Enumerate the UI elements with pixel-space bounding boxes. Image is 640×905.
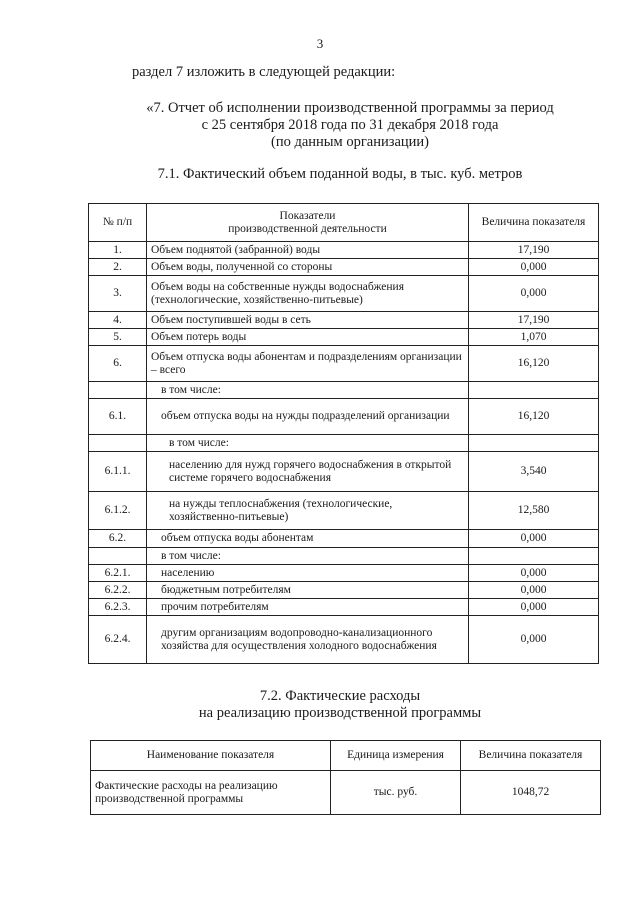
row-label: Объем потерь воды [147, 329, 469, 346]
row-num: 6.1.2. [89, 492, 147, 530]
table-row [89, 259, 599, 276]
header-num: № п/п [89, 204, 147, 242]
expenses-table [90, 740, 601, 815]
report-title [100, 100, 600, 151]
table-row [89, 399, 599, 435]
table-row [89, 329, 599, 346]
row-value: 16,120 [469, 346, 599, 382]
table-row [91, 771, 601, 815]
table-row [89, 616, 599, 664]
report-title-line-2: с 25 сентября 2018 года по 31 декабря 2018 года [201, 117, 499, 133]
row-num: 5. [89, 329, 147, 346]
table-row [89, 312, 599, 329]
report-title-line-1: «7. Отчет об исполнении производственной программы за период [146, 100, 554, 116]
table-row [89, 276, 599, 312]
table-row [89, 492, 599, 530]
table-row-subheading [89, 382, 599, 399]
row-num: 6.1. [89, 399, 147, 435]
table-row [89, 599, 599, 616]
section-2-heading-line-1: 7.2. Фактические расходы [259, 688, 421, 704]
row-num [89, 435, 147, 452]
row-label: прочим потребителям [147, 599, 469, 616]
row-value: 0,000 [469, 530, 599, 548]
header-unit: Единица измерения [331, 741, 461, 771]
row-value: 16,120 [469, 399, 599, 435]
row-value [469, 548, 599, 565]
row-label: бюджетным потребителям [147, 582, 469, 599]
table-row [89, 346, 599, 382]
row-value: 0,000 [469, 276, 599, 312]
report-title-line-3: (по данным организации) [270, 134, 429, 150]
header-value: Величина показателя [461, 741, 601, 771]
row-name: Фактические расходы на реализацию производственной программы [91, 771, 331, 815]
section-2-heading-line-2: на реализацию производственной программы [198, 705, 482, 721]
row-num: 2. [89, 259, 147, 276]
row-label: в том числе: [147, 382, 469, 399]
row-num [89, 382, 147, 399]
table-row-subheading [89, 435, 599, 452]
row-label: Объем поднятой (забранной) воды [147, 242, 469, 259]
table-row [89, 582, 599, 599]
table-row [89, 452, 599, 492]
header-value: Величина показателя [469, 204, 599, 242]
table-header-row [89, 204, 599, 242]
row-value: 0,000 [469, 259, 599, 276]
row-label: Объем воды на собственные нужды водоснабжения (технологические, хозяйственно-питьевые) [147, 276, 469, 312]
row-value [469, 435, 599, 452]
row-num: 6. [89, 346, 147, 382]
row-label: другим организациям водопроводно-канализационного хозяйства для осуществления холодного водоснабжения [147, 616, 469, 664]
row-label: населению [147, 565, 469, 582]
expenses-header-row [91, 741, 601, 771]
row-value: 0,000 [469, 599, 599, 616]
row-num: 6.2.3. [89, 599, 147, 616]
row-label: в том числе: [147, 435, 469, 452]
header-indicator-line-1: Показатели [279, 209, 336, 222]
row-unit: тыс. руб. [331, 771, 461, 815]
row-label: объем отпуска воды на нужды подразделений организации [147, 399, 469, 435]
row-label: в том числе: [147, 548, 469, 565]
row-num: 6.1.1. [89, 452, 147, 492]
row-num [89, 548, 147, 565]
row-num: 1. [89, 242, 147, 259]
row-label: объем отпуска воды абонентам [147, 530, 469, 548]
row-value: 3,540 [469, 452, 599, 492]
row-num: 6.2.1. [89, 565, 147, 582]
row-value: 0,000 [469, 616, 599, 664]
row-num: 6.2.2. [89, 582, 147, 599]
row-value: 0,000 [469, 565, 599, 582]
row-label: Объем поступившей воды в сеть [147, 312, 469, 329]
row-value: 12,580 [469, 492, 599, 530]
row-num: 6.2.4. [89, 616, 147, 664]
row-num: 3. [89, 276, 147, 312]
row-label: на нужды теплоснабжения (технологические, хозяйственно-питьевые) [147, 492, 469, 530]
row-value: 17,190 [469, 312, 599, 329]
table-row [89, 242, 599, 259]
row-value [469, 382, 599, 399]
row-value: 1048,72 [461, 771, 601, 815]
row-value: 0,000 [469, 582, 599, 599]
row-num: 6.2. [89, 530, 147, 548]
page-number: 3 [316, 36, 324, 51]
section-1-heading: 7.1. Фактический объем поданной воды, в тыс. куб. метров [157, 166, 523, 182]
header-name: Наименование показателя [91, 741, 331, 771]
table-row [89, 530, 599, 548]
row-label: населению для нужд горячего водоснабжения в открытой системе горячего водоснабжения [147, 452, 469, 492]
table-row-subheading [89, 548, 599, 565]
row-label: Объем воды, полученной со стороны [147, 259, 469, 276]
intro-text: раздел 7 изложить в следующей редакции: [132, 64, 396, 80]
row-value: 17,190 [469, 242, 599, 259]
section-2-heading [60, 688, 620, 722]
water-volume-table [88, 203, 599, 664]
header-indicator-line-2: производственной деятельности [228, 222, 387, 235]
table-row [89, 565, 599, 582]
row-label: Объем отпуска воды абонентам и подразделениям организации – всего [147, 346, 469, 382]
row-num: 4. [89, 312, 147, 329]
row-value: 1,070 [469, 329, 599, 346]
header-indicator [147, 204, 469, 242]
